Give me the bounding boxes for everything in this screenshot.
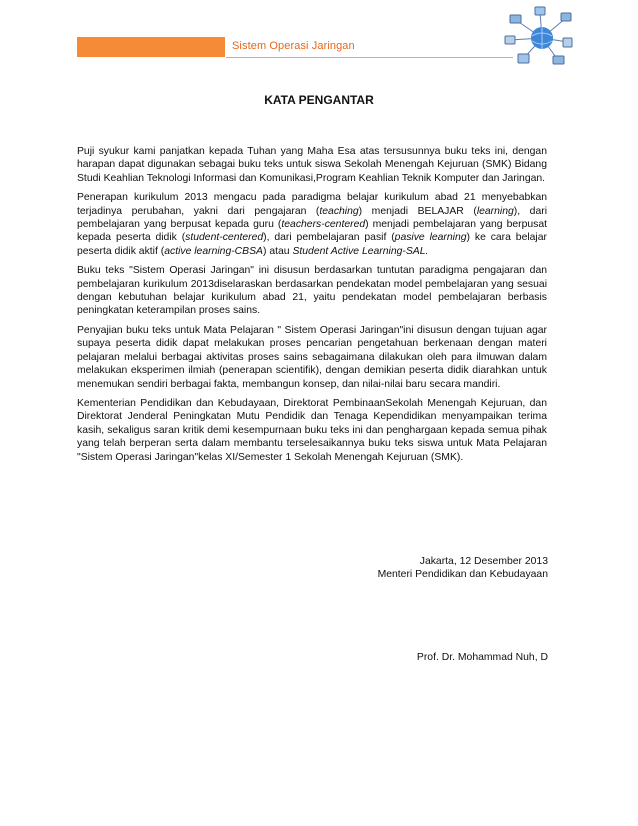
italic-term: active learning-CBSA xyxy=(164,245,263,257)
text-run: Kementerian Pendidikan dan Kebudayaan, Direktorat PembinaanSekolah Menengah Kejuruan, dan Direktorat Jenderal Peningkatan Mutu Pendidik dan Tenaga Kependidikan menyampaikan terima kasih, sekaligus saran kritik demi kesempurnaan buku teks ini dan penghargaan kepada semua pihak yang telah berperan serta dalam membantu terselesaikannya buku teks siswa untuk Mata Pelajaran "Sistem Operasi Jaringan"kelas XI/Semester 1 Sekolah Menengah Kejuruan (SMK). xyxy=(77,397,547,463)
network-globe-icon xyxy=(504,6,574,66)
italic-term: learning xyxy=(476,205,514,217)
text-run: ) atau xyxy=(262,245,293,257)
text-run: ) ke cara belajar peserta didik aktif ( xyxy=(77,232,547,257)
running-title: Sistem Operasi Jaringan xyxy=(232,40,355,52)
text-run: Penyajian buku teks untuk Mata Pelajaran " Sistem Operasi Jaringan"ini disusun dengan tujuan agar supaya peserta didik dapat melakukan proses pencarian pengetahuan berkenaan dengan materi pelajaran melalui berbagai aktivitas proses sains sebagaimana dilakukan oleh para ilmuwan dalam melakukan eksperimen ilmiah (penerapan scientifik), dengan demikian peserta didik diarahkan untuk menemukan sendiri berbagai fakta, membangun konsep, dan nilai-nilai baru secara mandiri. xyxy=(77,324,547,390)
paragraph xyxy=(77,145,547,185)
header-accent-bar xyxy=(77,37,225,57)
italic-term: student-centered xyxy=(185,232,264,244)
text-run: Puji syukur kami panjatkan kepada Tuhan yang Maha Esa atas tersusunnya buku teks ini, dengan harapan dapat digunakan sebagai buku teks untuk siswa Sekolah Menengah Kejuruan (SMK) Bidang Studi Keahlian Teknologi Informasi dan Komunikasi,Program Keahlian Teknik Komputer dan Jaringan. xyxy=(77,146,547,184)
italic-term: pasive learning xyxy=(394,232,467,244)
page-heading: KATA PENGANTAR xyxy=(264,93,374,107)
italic-term: teachers-centered xyxy=(281,219,366,231)
text-run: ), dari pembelajaran yang berpusat kepada guru ( xyxy=(77,205,548,231)
header-rule xyxy=(226,57,513,58)
paragraph xyxy=(77,191,547,258)
closing-block xyxy=(378,555,548,582)
text-run: Buku teks "Sistem Operasi Jaringan" ini disusun berdasarkan tuntutan paradigma pengajaran dan pembelajaran kurikulum 2013diselaraskan berdasarkan pendekatan model pembelajaran yang sesuai dengan kebutuhan belajar kurikulum abad 21, yaitu pendekatan model pembelajaran berbasis peningkatan keterampilan proses sains. xyxy=(77,265,547,317)
italic-term: Student Active Learning-SAL. xyxy=(292,245,429,257)
paragraph xyxy=(77,264,547,318)
text-run: ), dari pembelajaran pasif ( xyxy=(263,232,395,244)
text-run: Penerapan kurikulum 2013 mengacu pada paradigma belajar kurikulum abad 21 menyebabkan terjadinya perubahan, yakni dari pengajaran ( xyxy=(77,192,547,217)
paragraph xyxy=(77,397,547,464)
text-run: ) menjadi BELAJAR ( xyxy=(358,205,477,217)
body-text xyxy=(77,145,547,470)
text-run: ) menjadi pembelajaran yang berpusat kepada peserta didik ( xyxy=(77,219,548,244)
place-date: Jakarta, 12 Desember 2013 xyxy=(419,556,548,567)
signer-office: Menteri Pendidikan dan Kebudayaan xyxy=(377,569,548,581)
italic-term: teaching xyxy=(319,205,359,217)
paragraph xyxy=(77,324,547,391)
signer-name: Prof. Dr. Mohammad Nuh, D xyxy=(416,652,548,663)
